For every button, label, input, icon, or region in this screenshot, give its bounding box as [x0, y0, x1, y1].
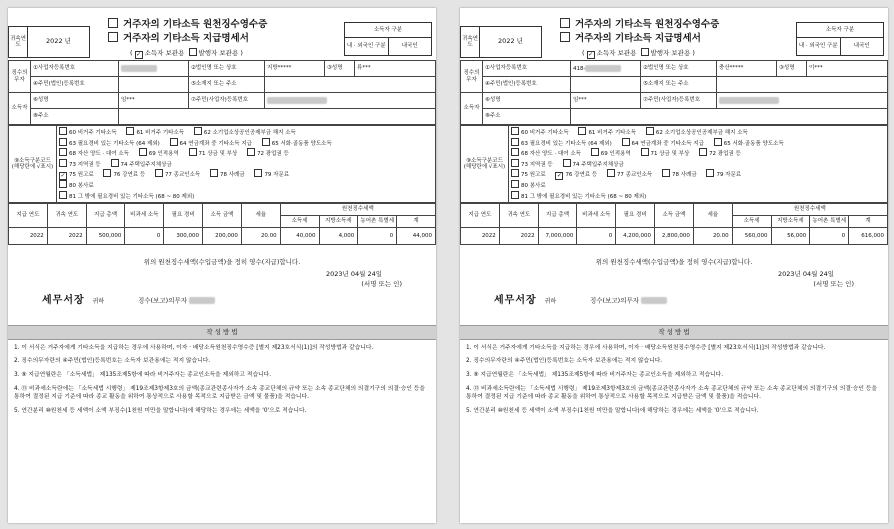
biz-no-label: ①사업자등록번호	[483, 61, 571, 77]
earner-type-header: 소득자 구분	[797, 23, 883, 38]
earner-row-label: 소득자	[9, 93, 31, 125]
note-item: 5. 연간분리 ⑩원천세 등 세액이 소액 부징수(1천원 미만을 말합니다)에 해당하는 경우에는 세액을 '0'으로 적습니다.	[14, 407, 307, 414]
note-item: 3. ⑨ 지급연월란은 「소득세법」 제135조제5항에 따라 비거주자는 종교인소득을 제외하고 적습니다.	[14, 372, 272, 379]
earner-name-label: ⑥성명	[483, 93, 571, 109]
title-2: 거주자의 기타소득 지급명세서	[575, 32, 701, 44]
val-tax-rural: 0	[810, 228, 849, 245]
kind-item[interactable]: 64 연금계좌 중 기타소득 지급	[622, 138, 704, 149]
val-rate: 20.00	[693, 228, 732, 245]
year-box	[8, 26, 90, 58]
party-info-table	[8, 60, 436, 125]
val-income-year: 2022	[47, 228, 86, 245]
hdr-tax-total: 계	[849, 216, 888, 228]
kind-item[interactable]: 60 비거주 기타소득	[511, 127, 569, 138]
signature-block	[8, 267, 436, 325]
copy-purpose: ( ✓ 소득자 보관용 발행자 보관용 )	[582, 49, 695, 58]
val-paid-year: 2022	[461, 228, 500, 245]
signature-block	[460, 267, 888, 325]
kind-item[interactable]: 74 주택입주지체상금	[111, 159, 172, 170]
declaration: 위의 원천징수세액(수입금액)을 정히 영수(지급)합니다.	[595, 258, 753, 267]
note-item: 5. 연간분리 ⑩원천세 등 세액이 소액 부징수(1천원 미만을 말합니다)에 해당하는 경우에는 세액을 '0'으로 적습니다.	[466, 407, 759, 414]
instructions	[8, 340, 436, 427]
kind-item[interactable]: 65 서화·골동품 양도소득	[714, 138, 784, 149]
rep-value: 이***	[807, 61, 888, 77]
biz-no-label: ①사업자등록번호	[31, 61, 119, 77]
kind-item[interactable]: 68 자산 양도 · 대여 소득	[511, 148, 581, 159]
earner-type-box	[344, 22, 432, 56]
rep-label: ③성명	[777, 61, 807, 77]
hdr-tax-income: 소득세	[732, 216, 771, 228]
signer-label: (서명 또는 인)	[361, 279, 402, 288]
kind-item[interactable]: 72 광업권 등	[247, 148, 289, 159]
kind-item-checked[interactable]: ✓ 76 강연료 등	[556, 172, 598, 180]
kind-item[interactable]: 75 원고료	[511, 169, 546, 180]
hdr-income-year: 귀속 연도	[47, 204, 86, 228]
purpose-option-2-checkbox[interactable]	[641, 48, 649, 56]
kind-item[interactable]: 78 사례금	[210, 169, 245, 180]
kind-item[interactable]: 81 그 밖에 필요경비 있는 기타소득 (68 ~ 80 제외)	[59, 191, 194, 202]
kind-item[interactable]: 71 상금 및 부상	[641, 148, 690, 159]
party-info-table	[460, 60, 888, 125]
title-1-checkbox[interactable]	[560, 18, 570, 28]
form-header	[8, 8, 436, 60]
form-titles	[108, 18, 267, 46]
nationality-label: 내 · 외국인 구분	[797, 38, 841, 55]
kind-item[interactable]: 60 비거주 기타소득	[59, 127, 117, 138]
year-value: 2022 년	[46, 37, 71, 46]
hdr-tax-income: 소득세	[280, 216, 319, 228]
kind-item[interactable]: 72 광업권 등	[699, 148, 741, 159]
hdr-income: 소득 금액	[203, 204, 242, 228]
val-rate: 20.00	[241, 228, 280, 245]
hdr-tax-local: 지방소득세	[771, 216, 810, 228]
kind-item[interactable]: 78 사례금	[662, 169, 697, 180]
hdr-tax-rural: 농어촌 특별세	[358, 216, 397, 228]
hdr-tax-total: 계	[397, 216, 436, 228]
corp-name-label: ②법인명 또는 상호	[641, 61, 717, 77]
hdr-paid-year: 지급 연도	[9, 204, 48, 228]
issue-date: 2023년 04월 24일	[325, 269, 382, 278]
val-paid-year: 2022	[9, 228, 48, 245]
rep-label: ③성명	[325, 61, 355, 77]
note-item: 1. 이 서식은 거주자에게 기타소득을 지급하는 경우에 사용하며, 이자 · 배당소득원천징수영수증 [별지 제23호서식(1)]의 작성방법과 같습니다.	[14, 344, 374, 351]
hdr-expenses: 필요 경비	[616, 204, 655, 228]
title-1-checkbox[interactable]	[108, 18, 118, 28]
address-label: ⑤소재지 또는 주소	[641, 77, 717, 93]
masked-value	[121, 65, 157, 72]
id-no-label: ④주민(법인)등록번호	[31, 77, 119, 93]
kind-item[interactable]: 68 자산 양도 · 대여 소득	[59, 148, 129, 159]
purpose-option-2: 발행자 보관용	[650, 49, 691, 57]
purpose-option-2-checkbox[interactable]	[189, 48, 197, 56]
title-1: 거주자의 기타소득 원천징수영수증	[575, 19, 720, 30]
reporter-label: 징수(보고)의무자	[590, 296, 640, 305]
to-label: 귀하	[544, 297, 557, 305]
kind-item[interactable]: 81 그 밖에 필요경비 있는 기타소득 (68 ~ 80 제외)	[511, 191, 646, 202]
address-value	[717, 77, 888, 93]
reporter	[590, 297, 667, 305]
title-2-checkbox[interactable]	[560, 32, 570, 42]
earner-id-label: ⑦주민(사업자)등록번호	[189, 93, 265, 109]
hdr-paid-amount: 지급 총액	[538, 204, 577, 228]
check-mark-icon[interactable]: ✓	[588, 51, 594, 58]
title-1: 거주자의 기타소득 원천징수영수증	[123, 19, 268, 30]
masked-value	[189, 297, 215, 304]
reporter	[138, 297, 215, 305]
kind-item[interactable]: 73 지역권 등	[511, 159, 553, 170]
earner-id-label: ⑦주민(사업자)등록번호	[641, 93, 717, 109]
income-kind-table	[460, 125, 888, 203]
year-value: 2022 년	[498, 37, 523, 46]
copy-purpose: ( ✓ 소득자 보관용 발행자 보관용 )	[130, 49, 243, 58]
earner-name-value: 임***	[571, 93, 641, 109]
kind-grid	[509, 126, 888, 203]
val-non-taxable: 0	[577, 228, 616, 245]
earner-name-label: ⑥성명	[31, 93, 119, 109]
note-item: 4. ⑬ 비과세소득란에는 「소득세법 시행령」 제19조제3항제3호의 금액(종교관련종사자가 소속 종교단체의 규약 또는 소속 종교단체의 의결기구의 의결·승인 등을 통하여 결정된 지급 기준에 따라 종교 활동을 위하여 통상적으로 사용할 목적으로 지급받은 금액 및 물품)을 적습니다.	[466, 386, 878, 400]
hdr-tax-rural: 농어촌 특별세	[810, 216, 849, 228]
payer-row-label: 징수의무자	[9, 61, 31, 93]
kind-item[interactable]: 79 자문료	[254, 169, 289, 180]
kind-item[interactable]: 62 소기업소상공인공제부금 해지 소득	[194, 127, 296, 138]
earner-row-label: 소득자	[461, 93, 483, 125]
kind-label: ⑨소득구분코드 (해당란에 √표시)	[461, 126, 509, 203]
id-no-value	[571, 77, 641, 93]
kind-item[interactable]: 77 종교인소득	[607, 169, 652, 180]
note-item: 2. 징수의무자란의 ④주민(법인)등록번호는 소득자 보관용에는 적지 않습니다.	[14, 358, 211, 365]
val-income-year: 2022	[499, 228, 538, 245]
hdr-withholding: 원천징수세액	[280, 204, 435, 216]
kind-item[interactable]: 80 봉사료	[59, 180, 94, 191]
kind-item[interactable]: 61 비거주 기타소득	[126, 127, 184, 138]
val-tax-income: 560,000	[732, 228, 771, 245]
earner-address-value	[119, 109, 436, 125]
biz-no-value	[119, 61, 189, 77]
hdr-rate: 세율	[693, 204, 732, 228]
hdr-paid-amount: 지급 총액	[86, 204, 125, 228]
kind-item-checked[interactable]: ✓ 75 원고료	[60, 172, 94, 180]
signer-label: (서명 또는 인)	[813, 279, 854, 288]
check-mark-icon: ✓	[556, 172, 562, 180]
reporter-label: 징수(보고)의무자	[138, 296, 188, 305]
masked-value	[585, 65, 621, 72]
title-2-checkbox[interactable]	[108, 32, 118, 42]
earner-id-value	[265, 93, 436, 109]
val-paid-amount: 500,000	[86, 228, 125, 245]
val-tax-rural: 0	[358, 228, 397, 245]
tax-office: 세무서장 귀하	[42, 294, 105, 306]
kind-item[interactable]: 73 지역권 등	[59, 159, 101, 170]
amount-row	[461, 228, 888, 245]
note-item: 2. 징수의무자란의 ④주민(법인)등록번호는 소득자 보관용에는 적지 않습니다.	[466, 358, 663, 365]
check-mark-icon: ✓	[60, 172, 66, 180]
kind-item[interactable]: 79 자문료	[706, 169, 741, 180]
val-expenses: 300,000	[164, 228, 203, 245]
nationality-value: 내국인	[401, 43, 418, 50]
hdr-income-year: 귀속 연도	[499, 204, 538, 228]
hdr-non-taxable: 비과세 소득	[125, 204, 164, 228]
kind-item[interactable]: 69 인적용역	[591, 148, 631, 159]
val-tax-total: 44,000	[397, 228, 436, 245]
address-value	[265, 77, 436, 93]
hdr-withholding: 원천징수세액	[732, 204, 887, 216]
kind-item[interactable]: 63 필요경비 있는 기타소득 (64 제외)	[511, 138, 612, 149]
earner-id-value	[717, 93, 888, 109]
tax-form-right	[460, 8, 888, 523]
hdr-rate: 세율	[241, 204, 280, 228]
val-tax-local: 4,000	[319, 228, 358, 245]
rep-value: 류***	[355, 61, 436, 77]
kind-item[interactable]: 74 주택입주지체상금	[563, 159, 624, 170]
val-expenses: 4,200,000	[616, 228, 655, 245]
amount-row	[9, 228, 436, 245]
title-2: 거주자의 기타소득 지급명세서	[123, 32, 249, 44]
hdr-non-taxable: 비과세 소득	[577, 204, 616, 228]
kind-item[interactable]: 76 강연료 등	[103, 169, 145, 180]
kind-item[interactable]: 63 필요경비 있는 기타소득 (64 제외)	[59, 138, 160, 149]
note-item: 1. 이 서식은 거주자에게 기타소득을 지급하는 경우에 사용하며, 이자 · 배당소득원천징수영수증 [별지 제23호서식(1)]의 작성방법과 같습니다.	[466, 344, 826, 351]
masked-value	[719, 97, 779, 104]
kind-item[interactable]: 69 인적용역	[139, 148, 179, 159]
method-title: 작 성 방 법	[8, 325, 436, 340]
kind-item[interactable]: 62 소기업소상공인공제부금 해지 소득	[646, 127, 748, 138]
purpose-option-1: 소득자 보관용	[596, 49, 637, 57]
kind-item[interactable]: 71 상금 및 부상	[189, 148, 238, 159]
corp-name-value: 충산*****	[717, 61, 777, 77]
note-item: 4. ⑬ 비과세소득란에는 「소득세법 시행령」 제19조제3항제3호의 금액(종교관련종사자가 소속 종교단체의 규약 또는 소속 종교단체의 의결기구의 의결·승인 등을 통하여 결정된 지급 기준에 따라 종교 활동을 위하여 통상적으로 사용할 목적으로 지급받은 금액 및 물품)을 적습니다.	[14, 386, 426, 400]
form-header	[460, 8, 888, 60]
purpose-option-1: 소득자 보관용	[144, 49, 185, 57]
form-titles	[560, 18, 719, 46]
val-non-taxable: 0	[125, 228, 164, 245]
corp-name-label: ②법인명 또는 상호	[189, 61, 265, 77]
kind-item[interactable]: 61 비거주 기타소득	[578, 127, 636, 138]
earner-address-label: ⑧주소	[483, 109, 571, 125]
val-tax-income: 40,000	[280, 228, 319, 245]
year-label: 귀속연도	[461, 27, 480, 57]
earner-name-value: 임***	[119, 93, 189, 109]
declaration: 위의 원천징수세액(수입금액)을 정히 영수(지급)합니다.	[143, 258, 301, 267]
year-box	[460, 26, 542, 58]
val-tax-total: 616,000	[849, 228, 888, 245]
tax-form-left	[8, 8, 436, 523]
id-no-label: ④주민(법인)등록번호	[483, 77, 571, 93]
earner-address-value	[571, 109, 888, 125]
biz-no-value: 418-	[571, 61, 641, 77]
val-paid-amount: 7,000,000	[538, 228, 577, 245]
val-income: 2,800,000	[655, 228, 694, 245]
nationality-label: 내 · 외국인 구분	[345, 38, 389, 55]
corp-name-value: 지방*****	[265, 61, 325, 77]
id-no-value	[119, 77, 189, 93]
purpose-option-2: 발행자 보관용	[198, 49, 239, 57]
instructions	[460, 340, 888, 427]
earner-type-header: 소득자 구분	[345, 23, 431, 38]
to-label: 귀하	[92, 297, 105, 305]
income-kind-table	[8, 125, 436, 203]
masked-value	[641, 297, 667, 304]
amount-table	[8, 203, 436, 245]
tax-office: 세무서장 귀하	[494, 294, 557, 306]
check-mark-icon[interactable]: ✓	[136, 51, 142, 58]
address-label: ⑤소재지 또는 주소	[189, 77, 265, 93]
hdr-income: 소득 금액	[655, 204, 694, 228]
note-item: 3. ⑨ 지급연월란은 「소득세법」 제135조제5항에 따라 비거주자는 종교인소득을 제외하고 적습니다.	[466, 372, 724, 379]
method-title: 작 성 방 법	[460, 325, 888, 340]
kind-item[interactable]: 80 봉사료	[511, 180, 546, 191]
issue-date: 2023년 04월 24일	[777, 269, 834, 278]
earner-type-box	[796, 22, 884, 56]
kind-grid	[57, 126, 436, 203]
hdr-expenses: 필요 경비	[164, 204, 203, 228]
year-label: 귀속연도	[9, 27, 28, 57]
earner-address-label: ⑧주소	[31, 109, 119, 125]
kind-label: ⑨소득구분코드 (해당란에 √표시)	[9, 126, 57, 203]
payer-row-label: 징수의무자	[461, 61, 483, 93]
val-income: 200,000	[203, 228, 242, 245]
amount-table	[460, 203, 888, 245]
masked-value	[267, 97, 327, 104]
kind-item[interactable]: 77 종교인소득	[155, 169, 200, 180]
val-tax-local: 56,000	[771, 228, 810, 245]
hdr-paid-year: 지급 연도	[461, 204, 500, 228]
kind-item[interactable]: 65 서화·골동품 양도소득	[262, 138, 332, 149]
kind-item[interactable]: 64 연금계좌 중 기타소득 지급	[170, 138, 252, 149]
hdr-tax-local: 지방소득세	[319, 216, 358, 228]
nationality-value: 내국인	[853, 43, 870, 50]
